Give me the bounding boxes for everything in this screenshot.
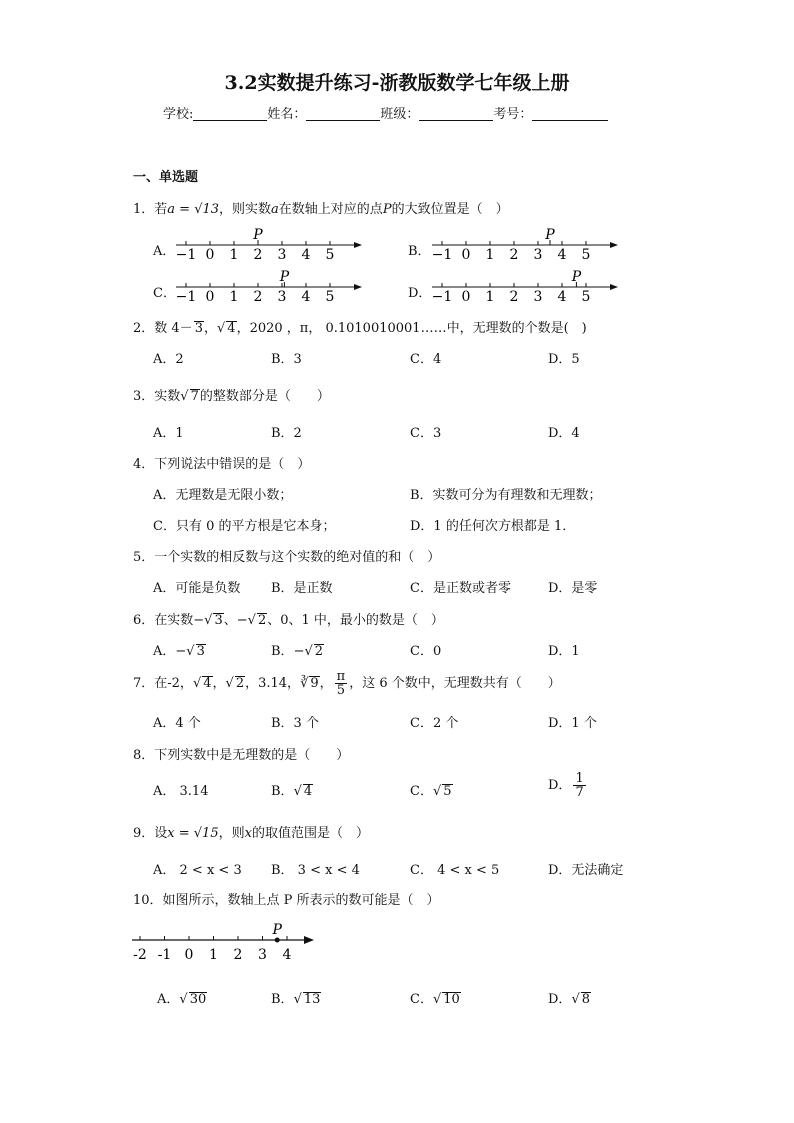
q3-option-a[interactable]: A．1	[153, 426, 184, 441]
point-p-label: P	[571, 269, 582, 285]
number-label: 考号：	[493, 107, 533, 122]
tick-label: −1	[431, 247, 453, 262]
q4-option-b[interactable]: B．实数可分为有理数和无理数；	[410, 488, 602, 503]
tick-label: 1	[209, 947, 218, 963]
tick-label: 2	[253, 247, 263, 262]
point-p-label: P	[279, 269, 290, 285]
q4-option-a[interactable]: A．无理数是无限小数；	[153, 488, 293, 503]
question-8-stem: 8．下列实数中是无理数的是（ ）	[133, 748, 350, 763]
q7-option-b[interactable]: B．3 个	[271, 716, 319, 731]
tick-label: −1	[175, 289, 197, 304]
tick-label: 3	[277, 247, 287, 262]
question-2-stem: 2．数 4－ 3，√ 4，2020 ，π， 0.1010010001……中，无理数的个数是( )	[133, 321, 587, 336]
axis-arrow	[610, 242, 618, 248]
q5-option-d[interactable]: D．是零	[548, 581, 598, 596]
q10-option-d[interactable]: D．√ 8	[548, 992, 591, 1007]
school-label: 学校:	[163, 107, 194, 122]
tick-label: 3	[258, 947, 267, 963]
q1-option-d-label: D．	[408, 286, 432, 301]
tick-label: 4	[557, 247, 567, 262]
q8-option-c[interactable]: C．√ 5	[410, 784, 452, 799]
q6-option-c[interactable]: C．0	[410, 644, 442, 659]
q7-option-a[interactable]: A．4 个	[153, 716, 201, 731]
tick-label: 2	[253, 289, 263, 304]
q6-option-d[interactable]: D．1	[548, 644, 580, 659]
tick-label: -1	[157, 947, 172, 963]
q4-option-d[interactable]: D．1 的任何次方根都是 1．	[410, 519, 576, 534]
q9-expression: x = √15	[167, 826, 219, 841]
question-7-stem: 7．在-2，√ 4，√ 2，3.14，∛ 9， $\frac{\pi}{5}$ ，这 6 个数中，无理数共有（ ）	[133, 669, 561, 698]
q7-option-c[interactable]: C．2 个	[410, 716, 459, 731]
axis-arrow	[304, 936, 314, 944]
q7-option-d[interactable]: D．1 个	[548, 716, 597, 731]
axis-arrow	[354, 242, 362, 248]
question-3-stem: 3．实数√ 7的整数部分是（ ）	[133, 389, 330, 404]
tick-label: 2	[509, 289, 519, 304]
tick-label: 1	[229, 247, 239, 262]
tick-label: 1	[229, 289, 239, 304]
q1-expression: a = √13	[167, 202, 220, 217]
tick-label: 3	[533, 247, 543, 262]
q10-option-c[interactable]: C．√ 10	[410, 992, 460, 1007]
tick-label: 3	[277, 289, 287, 304]
tick-label: 4	[557, 289, 567, 304]
axis-arrow	[354, 284, 362, 290]
question-4-stem: 4．下列说法中错误的是（ ）	[133, 457, 311, 472]
tick-label: 5	[581, 289, 591, 304]
tick-label: 0	[205, 247, 215, 262]
q5-option-c[interactable]: C．是正数或者零	[410, 581, 511, 596]
tick-label: 0	[461, 247, 471, 262]
q8-fraction: $\frac{1}{7}$	[575, 771, 584, 800]
q5-option-b[interactable]: B．是正数	[271, 581, 333, 596]
q2-option-b[interactable]: B．3	[271, 352, 302, 367]
q8-option-d[interactable]: D． $\frac{1}{7}$	[548, 771, 584, 800]
q1-number-line-c[interactable]	[172, 268, 367, 304]
tick-label: 0	[205, 289, 215, 304]
point-p-label: P	[253, 227, 263, 243]
question-10-stem: 10．如图所示，数轴上点 P 所表示的数可能是（ ）	[133, 893, 440, 908]
q9-option-b[interactable]: B． 3 < x < 4	[271, 863, 360, 878]
tick-label: 1	[485, 289, 495, 304]
q8-option-a[interactable]: A． 3.14	[153, 784, 209, 799]
tick-label: 0	[461, 289, 471, 304]
q3-option-c[interactable]: C．3	[410, 426, 442, 441]
class-blank[interactable]	[419, 106, 493, 121]
school-blank[interactable]	[193, 106, 267, 121]
tick-label: 4	[301, 289, 311, 304]
tick-label: 1	[485, 247, 495, 262]
name-blank[interactable]	[306, 106, 380, 121]
tick-label: −1	[431, 289, 453, 304]
tick-label: 2	[233, 947, 243, 963]
q7-fraction: $\frac{\pi}{5}$	[336, 669, 346, 698]
tick-label: 5	[325, 247, 335, 262]
q2-option-d[interactable]: D．5	[548, 352, 580, 367]
tick-label: 4	[282, 947, 292, 963]
tick-label: −1	[175, 247, 197, 262]
q1-option-c-label: C．	[153, 286, 176, 301]
question-1-stem: 1．若a = √13，则实数a在数轴上对应的点P的大致位置是（ ）	[133, 202, 509, 217]
q5-option-a[interactable]: A．可能是负数	[153, 581, 241, 596]
q1-option-a-label: A．	[153, 244, 176, 259]
q3-option-d[interactable]: D．4	[548, 426, 580, 441]
q3-option-b[interactable]: B．2	[271, 426, 302, 441]
tick-label: 5	[325, 289, 335, 304]
q10-option-a[interactable]: A．√ 30	[157, 992, 207, 1007]
q1-number-line-a[interactable]	[172, 226, 367, 262]
q9-option-c[interactable]: C． 4 < x < 5	[410, 863, 500, 878]
q10-option-b[interactable]: B．√ 13	[271, 992, 321, 1007]
class-label: 班级：	[380, 107, 420, 122]
q1-number-line-d[interactable]	[428, 268, 623, 304]
point-p-label: P	[545, 227, 555, 243]
q2-option-a[interactable]: A．2	[153, 352, 184, 367]
number-blank[interactable]	[532, 106, 608, 121]
question-6-stem: 6．在实数−√ 3、−√ 2、0、1 中，最小的数是（ ）	[133, 613, 444, 628]
question-9-stem: 9．设x = √15，则x的取值范围是（ ）	[133, 826, 369, 841]
tick-label: 4	[301, 247, 311, 262]
q8-option-b[interactable]: B．√ 4	[271, 784, 313, 799]
question-5-stem: 5．一个实数的相反数与这个实数的绝对值的和（ ）	[133, 550, 441, 565]
name-label: 姓名：	[267, 107, 307, 122]
section-title: 一、单选题	[133, 170, 199, 185]
tick-label: -2	[133, 947, 147, 963]
q4-option-c[interactable]: C．只有 0 的平方根是它本身；	[153, 519, 336, 534]
tick-label: 0	[184, 947, 194, 963]
q10-number-line[interactable]	[130, 914, 320, 964]
point-p-label: P	[272, 922, 282, 938]
tick-label: 2	[509, 247, 519, 262]
q9-option-d[interactable]: D．无法确定	[548, 863, 624, 878]
axis-arrow	[610, 284, 618, 290]
q9-option-a[interactable]: A． 2 < x < 3	[153, 863, 242, 878]
tick-label: 3	[533, 289, 543, 304]
q2-option-c[interactable]: C．4	[410, 352, 442, 367]
page-title: 3.2实数提升练习-浙教版数学七年级上册	[224, 72, 570, 94]
q1-number-line-b[interactable]	[428, 226, 623, 262]
tick-label: 5	[581, 247, 591, 262]
student-info-line	[163, 103, 608, 122]
q6-option-a[interactable]: A．−√ 3	[153, 644, 205, 659]
q6-option-b[interactable]: B．−√ 2	[271, 644, 324, 659]
point-p-dot	[275, 938, 280, 943]
q1-option-b-label: B．	[408, 244, 431, 259]
